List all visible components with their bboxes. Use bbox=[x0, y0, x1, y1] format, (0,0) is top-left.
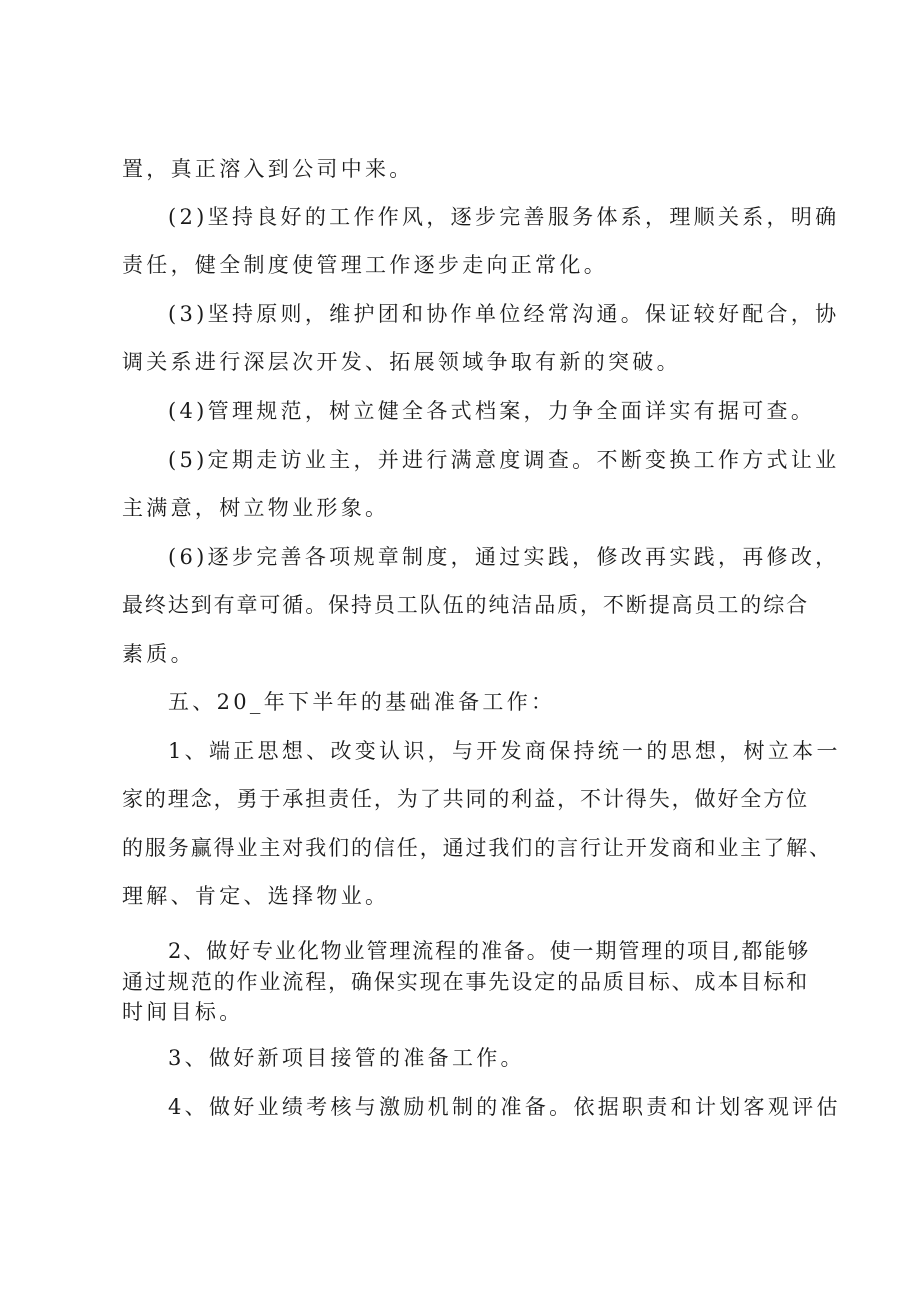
text-line-20: 3、做好新项目接管的准备工作。 bbox=[168, 1046, 525, 1070]
text-line-15: 的服务赢得业主对我们的信任，通过我们的言行让开发商和业主了解、 bbox=[122, 836, 832, 860]
text-line-21: 4、做好业绩考核与激励机制的准备。依据职责和计划客观评估 bbox=[168, 1095, 841, 1119]
text-line-19: 时间目标。 bbox=[122, 1000, 244, 1024]
text-line-3: 责任，健全制度使管理工作逐步走向正常化。 bbox=[122, 253, 608, 277]
text-line-9: (6)逐步完善各项规章制度，通过实践，修改再实践，再修改， bbox=[168, 545, 840, 569]
text-line-1: 置，真正溶入到公司中来。 bbox=[122, 157, 414, 181]
text-line-17: 2、做好专业化物业管理流程的准备。使一期管理的项目,都能够 bbox=[168, 939, 811, 963]
text-line-10: 最终达到有章可循。保持员工队伍的纯洁品质，不断提高员工的综合 bbox=[122, 593, 809, 617]
text-line-8: 主满意，树立物业形象。 bbox=[122, 496, 390, 520]
text-line-5: 调关系进行深层次开发、拓展领域争取有新的突破。 bbox=[122, 350, 681, 374]
text-line-11: 素质。 bbox=[122, 642, 195, 666]
text-line-4: (3)坚持原则，维护团和协作单位经常沟通。保证较好配合，协 bbox=[168, 302, 840, 326]
text-line-18: 通过规范的作业流程，确保实现在事先设定的品质目标、成本目标和 bbox=[122, 970, 809, 994]
text-line-7: (5)定期走访业主，并进行满意度调查。不断变换工作方式让业 bbox=[168, 448, 840, 472]
text-line-14: 家的理念，勇于承担责任，为了共同的利益，不计得失，做好全方位 bbox=[122, 787, 809, 811]
text-line-6: (4)管理规范，树立健全各式档案，力争全面详实有据可查。 bbox=[168, 399, 816, 423]
section-heading: 五、20_年下半年的基础准备工作： bbox=[168, 690, 556, 714]
text-line-13: 1、端正思想、改变认识，与开发商保持统一的思想，树立本一 bbox=[168, 739, 841, 763]
text-line-16: 理解、肯定、选择物业。 bbox=[122, 884, 390, 908]
text-line-2: (2)坚持良好的工作作风，逐步完善服务体系，理顺关系，明确 bbox=[168, 205, 840, 229]
